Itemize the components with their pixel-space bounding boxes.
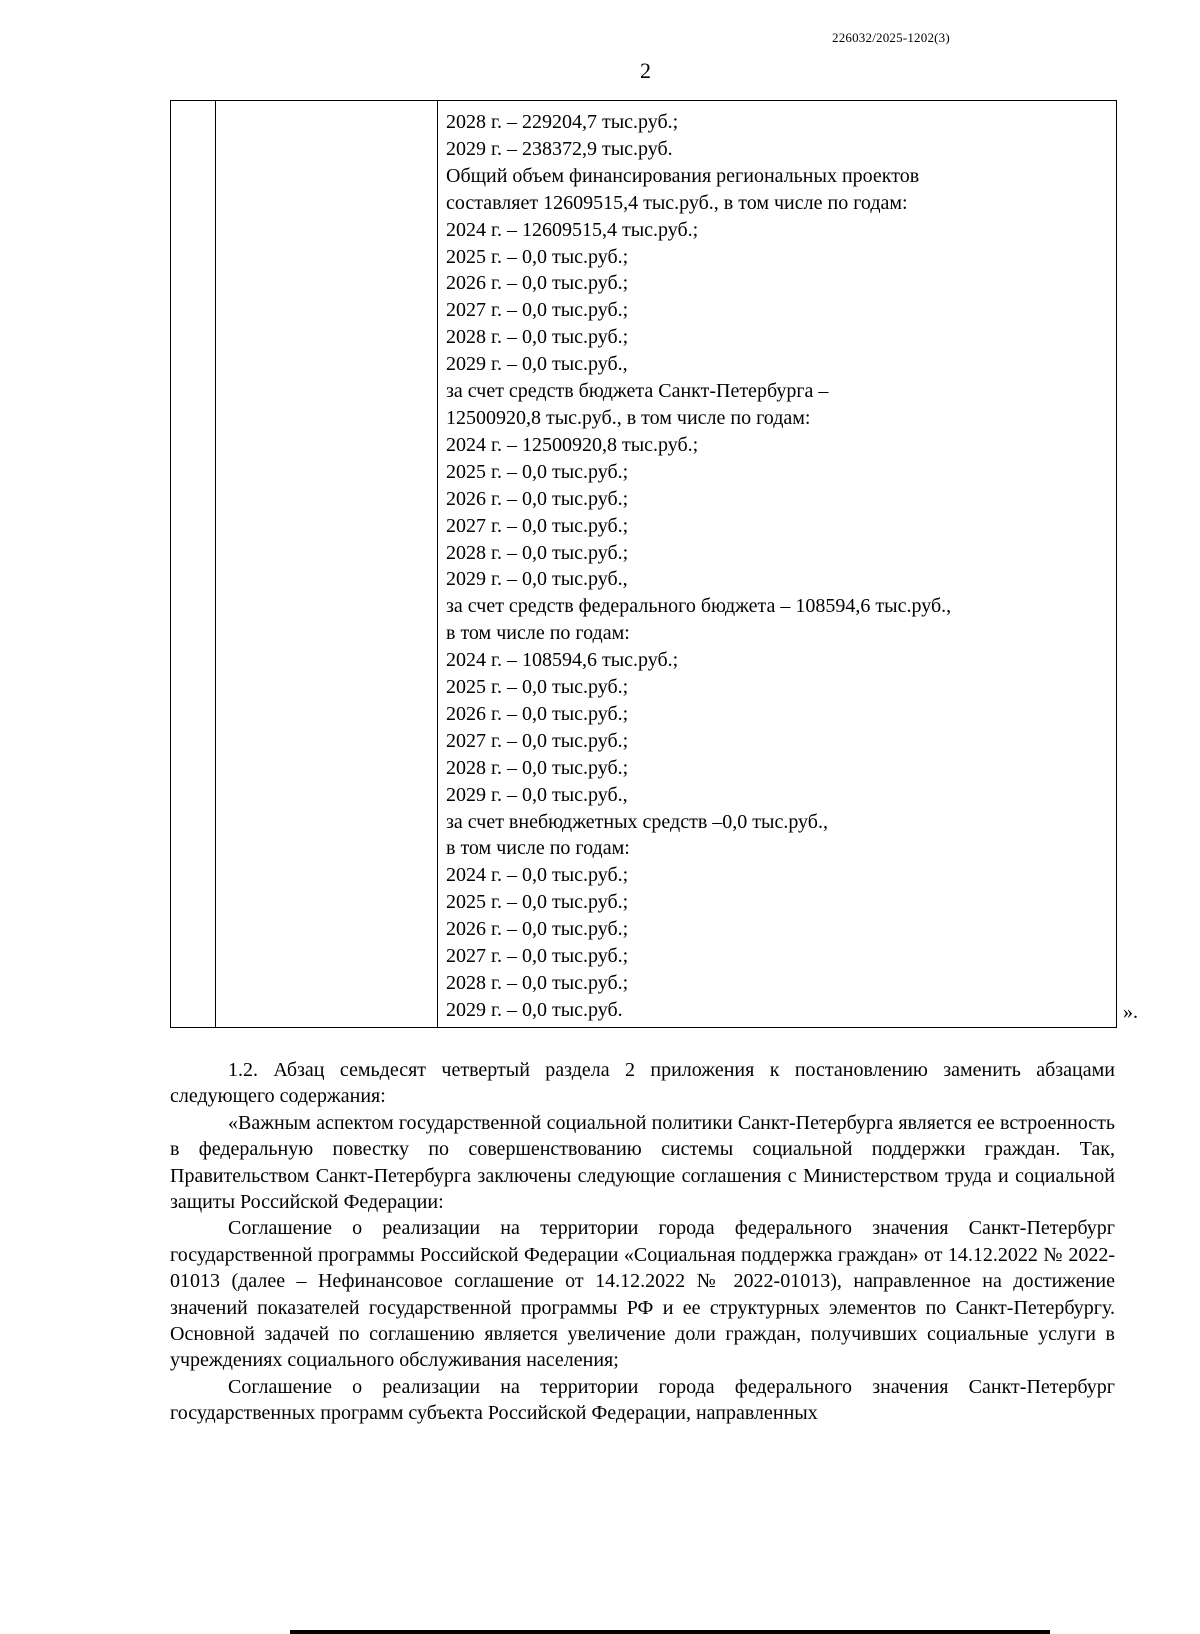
body-paragraph: 1.2. Абзац семьдесят четвертый раздела 2 приложения к постановлению заменить абзацами следующего содержания: (170, 1059, 1115, 1108)
financing-line: 2028 г. – 0,0 тыс.руб.; (446, 326, 629, 349)
table-cell-label (216, 101, 438, 1028)
financing-line: 2027 г. – 0,0 тыс.руб.; (446, 299, 629, 322)
document-registration-number: 226032/2025-1202(3) (832, 30, 950, 45)
financing-line: в том числе по годам: (446, 622, 630, 645)
closing-quote: ». (1123, 1001, 1138, 1023)
financing-line: составляет 12609515,4 тыс.руб., в том числе по годам: (446, 191, 908, 214)
financing-line: 2026 г. – 0,0 тыс.руб.; (446, 702, 629, 725)
body-paragraph: Соглашение о реализации на территории города федерального значения Санкт-Петербург государственных программ субъекта Российской Федерации, направленных (170, 1375, 1115, 1425)
financing-line: 2027 г. – 0,0 тыс.руб.; (446, 514, 629, 537)
financing-line: 2028 г. – 0,0 тыс.руб.; (446, 541, 629, 564)
financing-line: 2029 г. – 0,0 тыс.руб., (446, 568, 628, 591)
financing-line: за счет средств федерального бюджета – 108594,6 тыс.руб., (446, 595, 952, 618)
financing-line: за счет внебюджетных средств –0,0 тыс.руб., (446, 810, 828, 833)
financing-line: 2024 г. – 0,0 тыс.руб.; (446, 864, 629, 887)
financing-line: Общий объем финансирования региональных проектов (446, 164, 920, 187)
financing-line: 2028 г. – 0,0 тыс.руб.; (446, 756, 629, 779)
financing-line: 2025 г. – 0,0 тыс.руб.; (446, 460, 629, 483)
financing-line: 2026 г. – 0,0 тыс.руб.; (446, 272, 629, 295)
financing-line: 12500920,8 тыс.руб., в том числе по годам: (446, 406, 811, 429)
body-paragraph: Соглашение о реализации на территории города федерального значения Санкт-Петербург государственной программы Российской Федерации «Социальная поддержка граждан» от 14.12.2022 № 2022-01013 (далее – Нефинансовое соглашение от 14.12.2022 № 2022-01013), направленное на достижение значений показателей государственной программы РФ и ее структурных элементов по Санкт-Петербургу. Основной задачей по соглашению является увеличение доли граждан, получивших социальные услуги в учреждениях социального обслуживания населения; (170, 1217, 1115, 1372)
financing-line: 2028 г. – 0,0 тыс.руб.; (446, 972, 629, 994)
financing-lines (446, 109, 1116, 1024)
financing-line: за счет средств бюджета Санкт-Петербурга – (446, 380, 829, 403)
financing-line: 2025 г. – 0,0 тыс.руб.; (446, 891, 629, 914)
page-number: 2 (640, 58, 651, 83)
financing-line: 2029 г. – 238372,9 тыс.руб. (446, 137, 673, 160)
financing-line: 2027 г. – 0,0 тыс.руб.; (446, 945, 629, 968)
body-paragraph: «Важным аспектом государственной социальной политики Санкт-Петербурга является ее встроенность в федеральную повестку по совершенствованию системы социальной поддержки граждан. Так, Правительством Санкт-Петербурга заключены следующие соглашения с Министерством труда и социальной защиты Российской Федерации: (170, 1111, 1115, 1214)
financing-line: 2024 г. – 12500920,8 тыс.руб.; (446, 433, 699, 456)
scan-edge-line (290, 1630, 1050, 1634)
financing-line: в том числе по годам: (446, 837, 630, 860)
financing-line: 2029 г. – 0,0 тыс.руб. (446, 998, 623, 1021)
financing-line: 2026 г. – 0,0 тыс.руб.; (446, 487, 629, 510)
financing-line: 2024 г. – 12609515,4 тыс.руб.; (446, 218, 699, 241)
table-row (171, 101, 1117, 1028)
financing-line: 2028 г. – 229204,7 тыс.руб.; (446, 111, 679, 133)
financing-line: 2024 г. – 108594,6 тыс.руб.; (446, 649, 679, 672)
financing-line: 2029 г. – 0,0 тыс.руб., (446, 353, 628, 376)
financing-table (170, 100, 1117, 1028)
table-cell-number (171, 101, 216, 1028)
financing-line: 2027 г. – 0,0 тыс.руб.; (446, 729, 629, 752)
document-body (170, 1057, 1115, 1427)
table-cell-financing-details (438, 101, 1117, 1028)
financing-line: 2026 г. – 0,0 тыс.руб.; (446, 918, 629, 941)
financing-line: 2029 г. – 0,0 тыс.руб., (446, 783, 628, 806)
financing-line: 2025 г. – 0,0 тыс.руб.; (446, 245, 629, 268)
financing-line: 2025 г. – 0,0 тыс.руб.; (446, 676, 629, 699)
